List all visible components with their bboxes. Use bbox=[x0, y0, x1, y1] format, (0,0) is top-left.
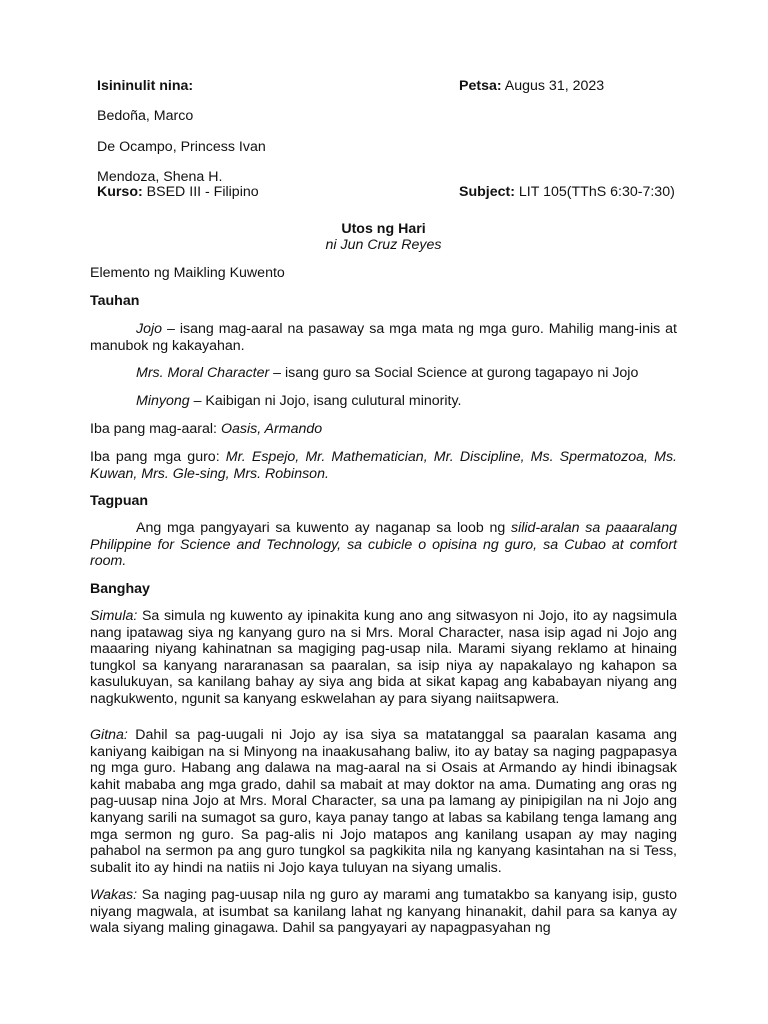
part-label: Simula: bbox=[90, 608, 138, 624]
story-byline: ni Jun Cruz Reyes bbox=[325, 237, 442, 253]
character-name: Minyong bbox=[136, 393, 190, 409]
date-value: Augus 31, 2023 bbox=[504, 78, 605, 94]
subject-label: Subject: bbox=[459, 184, 515, 200]
character-desc: – Kaibigan ni Jojo, isang culutural minority. bbox=[189, 393, 462, 409]
character-minyong bbox=[90, 393, 677, 410]
date-label: Petsa: bbox=[459, 78, 502, 94]
story-title: Utos ng Hari bbox=[341, 221, 426, 237]
authors-label: Isininulit nina: bbox=[97, 78, 194, 94]
section-heading-banghay: Banghay bbox=[90, 581, 150, 597]
section-heading-tauhan: Tauhan bbox=[90, 293, 140, 309]
gitna-paragraph: Gitna: Dahil sa pag-uugali ni Jojo ay isa siya sa matatanggal sa paaralan kasama ang kaniyang kaibigan na si Minyong na inaakusahang baliw, ito ay batay sa naging pagpapasya ng mga guro. Habang ang dalawa na mag-aaral na si Osais at Armando ay hindi ibinagsak kahit mababa ang mga grado, dahil sa mabait at may doktor na ama. Dumating ang oras ng pag-uusap nina Jojo at Mrs. Moral Character, sa una pa lamang ay pinipigilan na ni Jojo ang kanyang sarili na sumagot sa guro, kaya panay tango at labas sa kabilang tenga lamang ang mga sermon ng guro. Sa pag-alis ni Jojo matapos ang kanilang usapan ay may naging pahabol na sermon pa ang guro tungkol sa pagkikita nila ng kanyang kasintahan na si Tess, subalit ito ay hindi na natiis ni Jojo kaya tuluyan na siyang umalis. bbox=[90, 727, 677, 876]
subject-line bbox=[459, 184, 675, 201]
author-name: Mendoza, Shena H. bbox=[97, 169, 223, 185]
character-name: Jojo bbox=[136, 321, 163, 337]
wakas-paragraph: Wakas: Sa naging pag-uusap nila ng guro ay marami ang tumatakbo sa kanyang isip, gusto niyang magwala, at isumbat sa kanilang lahat ng kanyang hinanakit, dahil para sa kanya ay wala siyang maling ginagawa. Dahil sa pangyayari ay napagpasyahan ng bbox=[90, 887, 677, 937]
part-label: Gitna: bbox=[90, 727, 128, 743]
course-label: Kurso: bbox=[97, 184, 143, 200]
part-label: Wakas: bbox=[90, 887, 138, 903]
course-line bbox=[97, 184, 259, 201]
character-name: Mrs. Moral Character bbox=[136, 365, 270, 381]
character-moral bbox=[90, 365, 677, 382]
other-students: Iba pang mag-aaral: Oasis, Armando bbox=[90, 421, 323, 437]
other-teachers: Iba pang mga guro: Mr. Espejo, Mr. Mathematician, Mr. Discipline, Ms. Spermatozoa, Ms. Kuwan, Mrs. Gle-sing, Mrs. Robinson. bbox=[90, 449, 677, 482]
tagpuan-paragraph: Ang mga pangyayari sa kuwento ay naganap sa loob ng silid-aralan sa paaaralang Philippine for Science and Technology, sa cubicle o opisina ng guro, sa Cubao at comfort room. bbox=[90, 520, 677, 570]
author-name: Bedoña, Marco bbox=[97, 108, 194, 124]
subject-value: LIT 105(TThS 6:30-7:30) bbox=[518, 184, 675, 200]
course-value: BSED III - Filipino bbox=[146, 184, 259, 200]
date-line bbox=[459, 78, 604, 95]
intro-line: Elemento ng Maikling Kuwento bbox=[90, 265, 285, 281]
character-desc: – isang guro sa Social Science at gurong tagapayo ni Jojo bbox=[269, 365, 639, 381]
simula-paragraph: Simula: Sa simula ng kuwento ay ipinakita kung ano ang sitwasyon ni Jojo, ito ay nagsimula nang ipatawag siya ng kanyang guro na si Mrs. Moral Character, nasa isip agad ni Jojo ang maaaring niyang kahinatnan sa magiging pag-usap nila. Marami siyang reklamo at hinaing tungkol sa kanyang nararanasan sa paaralan, sa isip niya ay napakalayo ng kahapon sa kasulukuyan, sa kanilang bahay ay siya ang bida at sikat kapag ang kababayan niyang ang nagkukwento, ngunit sa kanyang eskwelahan ay para siyang naiitsapwera. bbox=[90, 608, 677, 707]
character-jojo bbox=[90, 321, 677, 354]
author-name: De Ocampo, Princess Ivan bbox=[97, 139, 266, 155]
section-heading-tagpuan: Tagpuan bbox=[90, 493, 149, 509]
character-desc: – isang mag-aaral na pasaway sa mga mata ng mga guro. Mahilig mang-inis at manubok ng kakayahan. bbox=[90, 321, 677, 354]
